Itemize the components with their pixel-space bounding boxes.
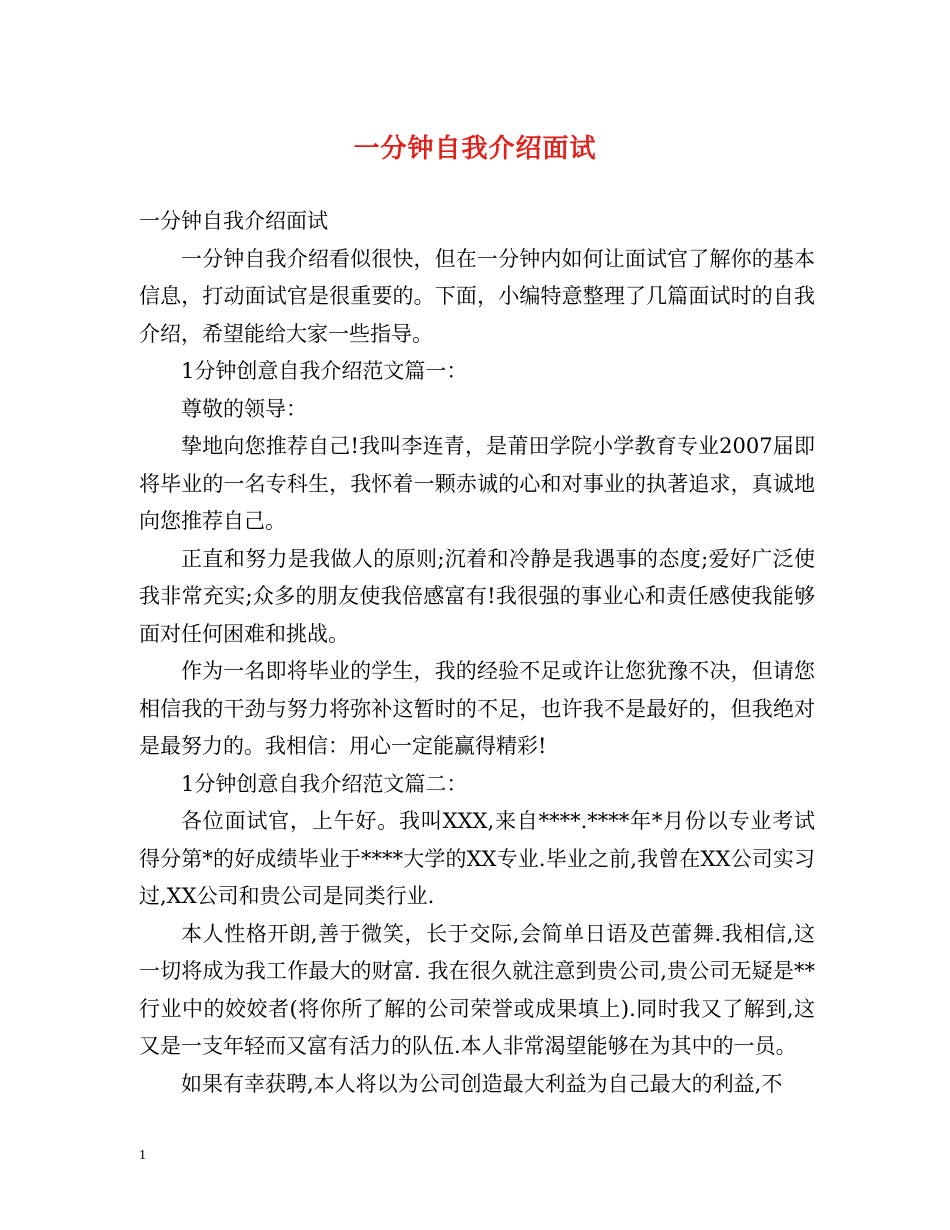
paragraph: 如果有幸获聘,本人将以为公司创造最大利益为自己最大的利益,不 xyxy=(181,1071,783,1096)
paragraph: 一分钟自我介绍面试 xyxy=(139,209,328,233)
paragraph: 挚地向您推荐自己!我叫李连青，是莆田学院小学教育专业2007届即将毕业的一名专科生，我怀着一颗赤诚的心和对事业的执著追求，真诚地向您推荐自己。 xyxy=(139,434,815,533)
document-title: 一分钟自我介绍面试 xyxy=(353,134,597,164)
paragraph: 1分钟创意自我介绍范文篇二： xyxy=(181,771,468,796)
paragraph: 作为一名即将毕业的学生，我的经验不足或许让您犹豫不决，但请您相信我的干劲与努力将弥补这暂时的不足，也许我不是最好的，但我绝对是最努力的。我相信：用心一定能赢得精彩! xyxy=(139,659,815,758)
paragraph: 正直和努力是我做人的原则;沉着和冷静是我遇事的态度;爱好广泛使我非常充实;众多的朋友使我倍感富有!我很强的事业心和责任感使我能够面对任何困难和挑战。 xyxy=(139,546,815,646)
paragraph: 一分钟自我介绍看似很快，但在一分钟内如何让面试官了解你的基本信息，打动面试官是很重要的。下面，小编特意整理了几篇面试时的自我介绍，希望能给大家一些指导。 xyxy=(139,246,815,346)
document-body xyxy=(139,203,815,1103)
paragraph: 尊敬的领导： xyxy=(181,396,307,421)
page-number: 1 xyxy=(139,1148,146,1163)
paragraph: 各位面试官，上午好。我叫XXX,来自****.****年*月份以专业考试得分第*的好成绩毕业于****大学的XX专业.毕业之前,我曾在XX公司实习过,XX公司和贵公司是同类行业. xyxy=(139,809,815,908)
paragraph: 1分钟创意自我介绍范文篇一： xyxy=(181,359,468,383)
paragraph: 本人性格开朗,善于微笑，长于交际,会简单日语及芭蕾舞.我相信,这一切将成为我工作最大的财富. 我在很久就注意到贵公司,贵公司无疑是**行业中的姣姣者(将你所了解的公司荣誉或成果填上).同时我又了解到,这又是一支年轻而又富有活力的队伍.本人非常渴望能够在为其中的一员。 xyxy=(139,921,815,1058)
